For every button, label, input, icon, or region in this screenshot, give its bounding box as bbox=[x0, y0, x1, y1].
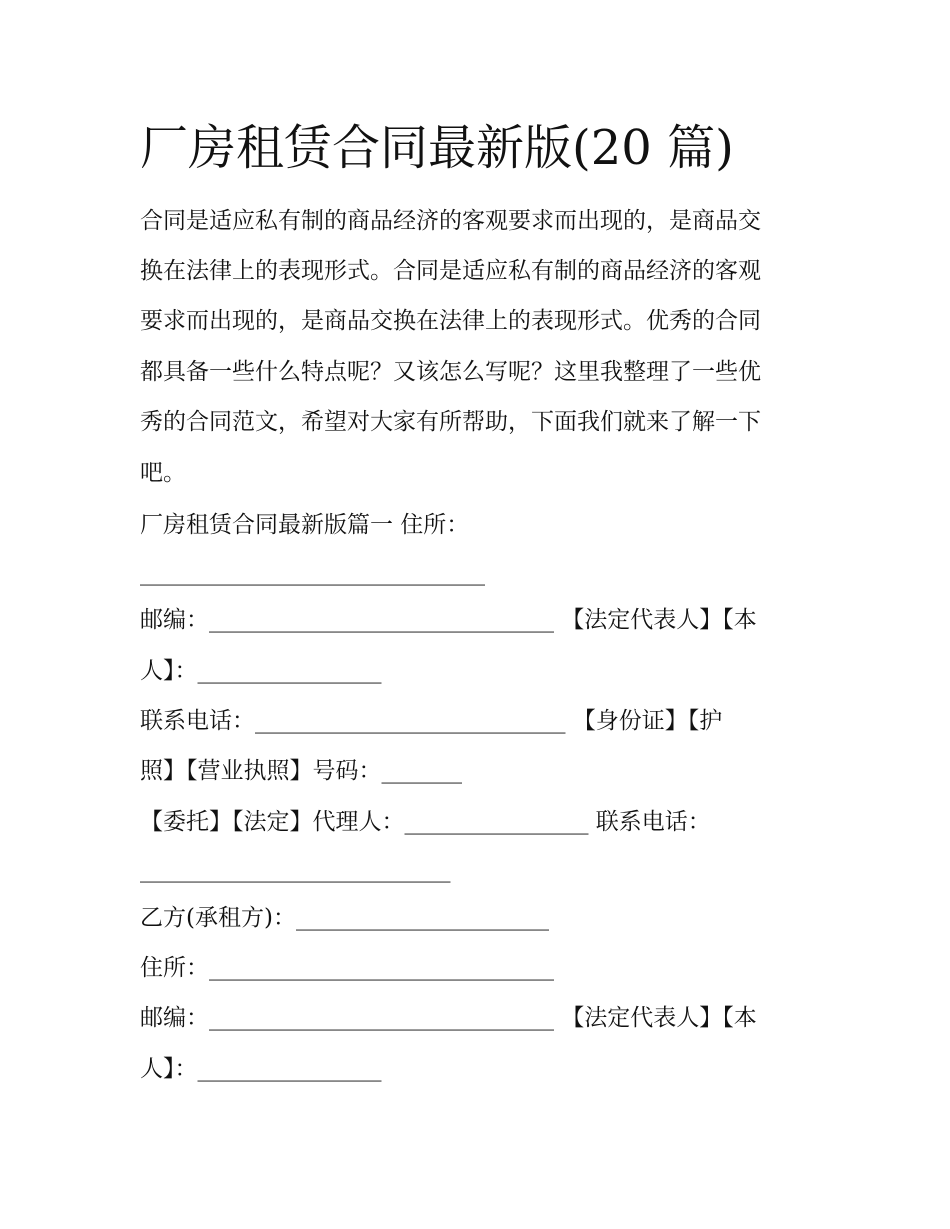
intro-line-5: 秀的合同范文，希望对大家有所帮助，下面我们就来了解一下 bbox=[140, 409, 761, 435]
intro-line-4: 都具备一些什么特点呢？又该怎么写呢？这里我整理了一些优 bbox=[140, 359, 761, 385]
form-line-agent: 【委托】【法定】代理人：________________ 联系电话： bbox=[140, 809, 711, 835]
intro-line-3: 要求而出现的，是商品交换在法律上的表现形式。优秀的合同 bbox=[140, 308, 761, 334]
intro-line-1: 合同是适应私有制的商品经济的客观要求而出现的，是商品交 bbox=[140, 208, 761, 234]
form-line-party-b-representative: 人】：________________ bbox=[140, 1056, 382, 1082]
form-line-party-b-address: 住所：______________________________ bbox=[140, 955, 554, 981]
form-line-agent-phone-blank: ___________________________ bbox=[140, 857, 451, 883]
form-line-phone: 联系电话：___________________________ 【身份证】【护 bbox=[140, 708, 723, 734]
document-title: 厂房租赁合同最新版(20 篇) bbox=[140, 120, 734, 176]
form-line-party-b: 乙方(承租方)：______________________ bbox=[140, 905, 549, 931]
intro-line-2: 换在法律上的表现形式。合同是适应私有制的商品经济的客观 bbox=[140, 258, 761, 284]
form-line-section-heading: 厂房租赁合同最新版篇一 住所： bbox=[140, 512, 470, 538]
form-line-id-number: 照】【营业执照】号码：_______ bbox=[140, 758, 462, 784]
form-line-address-blank: ______________________________ bbox=[140, 560, 485, 586]
form-line-party-b-postcode: 邮编：______________________________ 【法定代表人】【本 bbox=[140, 1005, 757, 1031]
form-line-representative: 人】：________________ bbox=[140, 658, 382, 684]
form-line-postcode: 邮编：______________________________ 【法定代表人】【本 bbox=[140, 607, 757, 633]
intro-line-6: 吧。 bbox=[140, 460, 186, 486]
